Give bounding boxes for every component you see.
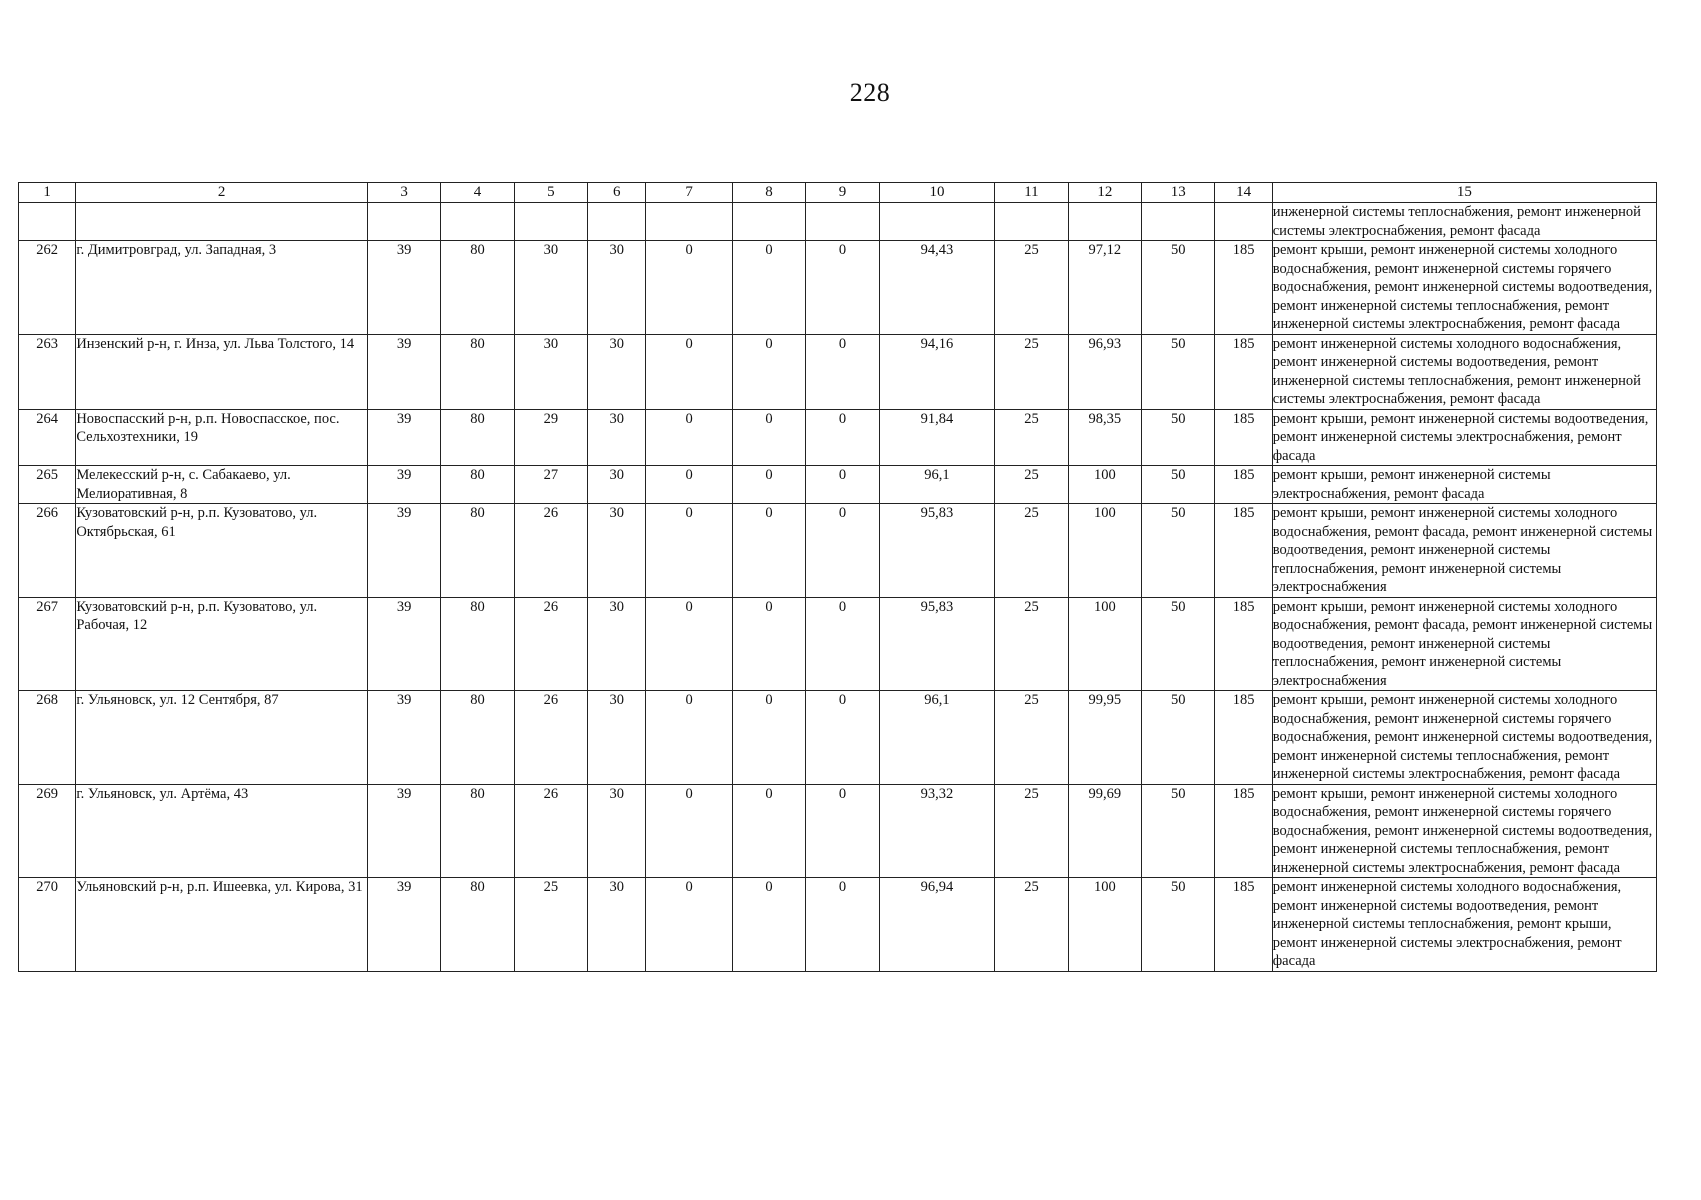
value-cell-col-14: 185 — [1215, 597, 1272, 691]
value-cell-col-4: 80 — [441, 409, 514, 466]
column-header-13: 13 — [1142, 183, 1215, 203]
table-row — [19, 241, 1657, 335]
value-cell-col-7: 0 — [646, 597, 732, 691]
value-cell-col-9: 0 — [806, 334, 879, 409]
value-cell-col-7 — [646, 203, 732, 241]
value-cell-col-9: 0 — [806, 784, 879, 878]
value-cell-col-3: 39 — [367, 878, 440, 972]
value-cell-col-7: 0 — [646, 504, 732, 598]
works-description-cell: ремонт крыши, ремонт инженерной системы холодного водоснабжения, ремонт инженерной системы горячего водоснабжения, ремонт инженерной системы водоотведения, ремонт инженерной системы теплоснабжения, ремонт инженерной системы электроснабжения, ремонт фасада — [1272, 241, 1656, 335]
value-cell-col-5: 26 — [514, 784, 587, 878]
value-cell-col-9: 0 — [806, 597, 879, 691]
value-cell-col-13: 50 — [1142, 241, 1215, 335]
value-cell-col-6: 30 — [588, 241, 646, 335]
address-cell — [76, 203, 368, 241]
value-cell-col-11: 25 — [995, 878, 1068, 972]
value-cell-col-14: 185 — [1215, 466, 1272, 504]
value-cell-col-6: 30 — [588, 597, 646, 691]
value-cell-col-13: 50 — [1142, 784, 1215, 878]
value-cell-col-10 — [879, 203, 995, 241]
value-cell-col-14 — [1215, 203, 1272, 241]
value-cell-col-10: 96,1 — [879, 691, 995, 785]
value-cell-col-6: 30 — [588, 504, 646, 598]
value-cell-col-12: 96,93 — [1068, 334, 1141, 409]
value-cell-col-4: 80 — [441, 241, 514, 335]
value-cell-col-7: 0 — [646, 241, 732, 335]
table-row — [19, 409, 1657, 466]
works-description-cell: ремонт инженерной системы холодного водоснабжения, ремонт инженерной системы водоотведения, ремонт инженерной системы теплоснабжения, ремонт инженерной системы электроснабжения, ремонт фасада — [1272, 334, 1656, 409]
value-cell-col-5: 26 — [514, 691, 587, 785]
value-cell-col-9: 0 — [806, 466, 879, 504]
value-cell-col-5: 30 — [514, 334, 587, 409]
column-header-9: 9 — [806, 183, 879, 203]
value-cell-col-13: 50 — [1142, 409, 1215, 466]
address-cell: Инзенский р-н, г. Инза, ул. Льва Толстого, 14 — [76, 334, 368, 409]
value-cell-col-3: 39 — [367, 466, 440, 504]
value-cell-col-6: 30 — [588, 409, 646, 466]
table-header — [19, 183, 1657, 203]
column-header-14: 14 — [1215, 183, 1272, 203]
column-header-1: 1 — [19, 183, 76, 203]
value-cell-col-9 — [806, 203, 879, 241]
works-description-cell: инженерной системы теплоснабжения, ремонт инженерной системы электроснабжения, ремонт фасада — [1272, 203, 1656, 241]
address-cell: г. Ульяновск, ул. 12 Сентября, 87 — [76, 691, 368, 785]
value-cell-col-13: 50 — [1142, 334, 1215, 409]
value-cell-col-11: 25 — [995, 691, 1068, 785]
column-header-15: 15 — [1272, 183, 1656, 203]
row-number-cell — [19, 203, 76, 241]
value-cell-col-8: 0 — [732, 878, 805, 972]
works-description-cell: ремонт крыши, ремонт инженерной системы холодного водоснабжения, ремонт инженерной системы горячего водоснабжения, ремонт инженерной системы водоотведения, ремонт инженерной системы теплоснабжения, ремонт инженерной системы электроснабжения, ремонт фасада — [1272, 784, 1656, 878]
works-description-cell: ремонт крыши, ремонт инженерной системы холодного водоснабжения, ремонт инженерной системы горячего водоснабжения, ремонт инженерной системы водоотведения, ремонт инженерной системы теплоснабжения, ремонт инженерной системы электроснабжения, ремонт фасада — [1272, 691, 1656, 785]
value-cell-col-9: 0 — [806, 409, 879, 466]
value-cell-col-12: 100 — [1068, 466, 1141, 504]
value-cell-col-10: 96,94 — [879, 878, 995, 972]
table-row — [19, 203, 1657, 241]
value-cell-col-6: 30 — [588, 691, 646, 785]
value-cell-col-6: 30 — [588, 466, 646, 504]
value-cell-col-11 — [995, 203, 1068, 241]
value-cell-col-3: 39 — [367, 241, 440, 335]
table-row — [19, 784, 1657, 878]
value-cell-col-10: 94,43 — [879, 241, 995, 335]
value-cell-col-14: 185 — [1215, 691, 1272, 785]
value-cell-col-12: 99,95 — [1068, 691, 1141, 785]
column-header-10: 10 — [879, 183, 995, 203]
works-description-cell: ремонт крыши, ремонт инженерной системы холодного водоснабжения, ремонт фасада, ремонт инженерной системы водоотведения, ремонт инженерной системы теплоснабжения, ремонт инженерной системы электроснабжения — [1272, 504, 1656, 598]
header-row — [19, 183, 1657, 203]
column-header-8: 8 — [732, 183, 805, 203]
value-cell-col-5: 29 — [514, 409, 587, 466]
value-cell-col-6: 30 — [588, 878, 646, 972]
works-description-cell: ремонт крыши, ремонт инженерной системы холодного водоснабжения, ремонт фасада, ремонт инженерной системы водоотведения, ремонт инженерной системы теплоснабжения, ремонт инженерной системы электроснабжения — [1272, 597, 1656, 691]
value-cell-col-14: 185 — [1215, 334, 1272, 409]
column-header-12: 12 — [1068, 183, 1141, 203]
value-cell-col-8: 0 — [732, 334, 805, 409]
value-cell-col-4: 80 — [441, 878, 514, 972]
column-header-7: 7 — [646, 183, 732, 203]
value-cell-col-13: 50 — [1142, 597, 1215, 691]
value-cell-col-8: 0 — [732, 241, 805, 335]
value-cell-col-12: 97,12 — [1068, 241, 1141, 335]
address-cell: г. Ульяновск, ул. Артёма, 43 — [76, 784, 368, 878]
value-cell-col-11: 25 — [995, 466, 1068, 504]
value-cell-col-8: 0 — [732, 691, 805, 785]
value-cell-col-8: 0 — [732, 784, 805, 878]
row-number-cell: 268 — [19, 691, 76, 785]
value-cell-col-5 — [514, 203, 587, 241]
data-table — [18, 182, 1657, 972]
value-cell-col-10: 96,1 — [879, 466, 995, 504]
address-cell: Ульяновский р-н, р.п. Ишеевка, ул. Кирова, 31 — [76, 878, 368, 972]
value-cell-col-3: 39 — [367, 597, 440, 691]
value-cell-col-12: 99,69 — [1068, 784, 1141, 878]
value-cell-col-7: 0 — [646, 466, 732, 504]
value-cell-col-7: 0 — [646, 409, 732, 466]
value-cell-col-11: 25 — [995, 784, 1068, 878]
address-cell: г. Димитровград, ул. Западная, 3 — [76, 241, 368, 335]
value-cell-col-12: 100 — [1068, 504, 1141, 598]
table-row — [19, 597, 1657, 691]
row-number-cell: 263 — [19, 334, 76, 409]
value-cell-col-9: 0 — [806, 878, 879, 972]
address-cell: Новоспасский р-н, р.п. Новоспасское, пос. Сельхозтехники, 19 — [76, 409, 368, 466]
value-cell-col-7: 0 — [646, 878, 732, 972]
value-cell-col-4: 80 — [441, 784, 514, 878]
value-cell-col-13: 50 — [1142, 504, 1215, 598]
row-number-cell: 266 — [19, 504, 76, 598]
table-row — [19, 878, 1657, 972]
value-cell-col-3 — [367, 203, 440, 241]
value-cell-col-8: 0 — [732, 409, 805, 466]
column-header-5: 5 — [514, 183, 587, 203]
value-cell-col-10: 93,32 — [879, 784, 995, 878]
value-cell-col-13 — [1142, 203, 1215, 241]
value-cell-col-14: 185 — [1215, 504, 1272, 598]
value-cell-col-11: 25 — [995, 597, 1068, 691]
value-cell-col-5: 27 — [514, 466, 587, 504]
value-cell-col-8: 0 — [732, 504, 805, 598]
value-cell-col-7: 0 — [646, 334, 732, 409]
works-description-cell: ремонт крыши, ремонт инженерной системы водоотведения, ремонт инженерной системы электроснабжения, ремонт фасада — [1272, 409, 1656, 466]
value-cell-col-4: 80 — [441, 691, 514, 785]
value-cell-col-14: 185 — [1215, 784, 1272, 878]
value-cell-col-11: 25 — [995, 241, 1068, 335]
value-cell-col-12 — [1068, 203, 1141, 241]
value-cell-col-14: 185 — [1215, 878, 1272, 972]
row-number-cell: 269 — [19, 784, 76, 878]
value-cell-col-8: 0 — [732, 597, 805, 691]
row-number-cell: 262 — [19, 241, 76, 335]
value-cell-col-7: 0 — [646, 691, 732, 785]
value-cell-col-6: 30 — [588, 784, 646, 878]
table-row — [19, 504, 1657, 598]
value-cell-col-9: 0 — [806, 504, 879, 598]
value-cell-col-4: 80 — [441, 597, 514, 691]
address-cell: Кузоватовский р-н, р.п. Кузоватово, ул. Рабочая, 12 — [76, 597, 368, 691]
row-number-cell: 265 — [19, 466, 76, 504]
value-cell-col-13: 50 — [1142, 878, 1215, 972]
value-cell-col-6: 30 — [588, 334, 646, 409]
value-cell-col-5: 30 — [514, 241, 587, 335]
value-cell-col-9: 0 — [806, 241, 879, 335]
value-cell-col-12: 98,35 — [1068, 409, 1141, 466]
table-row — [19, 334, 1657, 409]
column-header-6: 6 — [588, 183, 646, 203]
value-cell-col-11: 25 — [995, 334, 1068, 409]
value-cell-col-4: 80 — [441, 466, 514, 504]
value-cell-col-12: 100 — [1068, 878, 1141, 972]
value-cell-col-12: 100 — [1068, 597, 1141, 691]
column-header-11: 11 — [995, 183, 1068, 203]
value-cell-col-10: 95,83 — [879, 597, 995, 691]
value-cell-col-11: 25 — [995, 504, 1068, 598]
works-description-cell: ремонт инженерной системы холодного водоснабжения, ремонт инженерной системы водоотведения, ремонт инженерной системы теплоснабжения, ремонт крыши, ремонт инженерной системы электроснабжения, ремонт фасада — [1272, 878, 1656, 972]
value-cell-col-3: 39 — [367, 334, 440, 409]
value-cell-col-13: 50 — [1142, 691, 1215, 785]
value-cell-col-10: 94,16 — [879, 334, 995, 409]
value-cell-col-8 — [732, 203, 805, 241]
value-cell-col-4 — [441, 203, 514, 241]
row-number-cell: 267 — [19, 597, 76, 691]
value-cell-col-10: 91,84 — [879, 409, 995, 466]
table-row — [19, 691, 1657, 785]
value-cell-col-8: 0 — [732, 466, 805, 504]
value-cell-col-14: 185 — [1215, 241, 1272, 335]
value-cell-col-4: 80 — [441, 504, 514, 598]
column-header-3: 3 — [367, 183, 440, 203]
value-cell-col-4: 80 — [441, 334, 514, 409]
value-cell-col-5: 26 — [514, 504, 587, 598]
column-header-4: 4 — [441, 183, 514, 203]
value-cell-col-5: 25 — [514, 878, 587, 972]
page-number: 228 — [849, 78, 891, 107]
address-cell: Кузоватовский р-н, р.п. Кузоватово, ул. Октябрьская, 61 — [76, 504, 368, 598]
value-cell-col-5: 26 — [514, 597, 587, 691]
value-cell-col-11: 25 — [995, 409, 1068, 466]
address-cell: Мелекесский р-н, с. Сабакаево, ул. Мелиоративная, 8 — [76, 466, 368, 504]
value-cell-col-3: 39 — [367, 784, 440, 878]
value-cell-col-10: 95,83 — [879, 504, 995, 598]
row-number-cell: 270 — [19, 878, 76, 972]
value-cell-col-13: 50 — [1142, 466, 1215, 504]
works-description-cell: ремонт крыши, ремонт инженерной системы электроснабжения, ремонт фасада — [1272, 466, 1656, 504]
value-cell-col-9: 0 — [806, 691, 879, 785]
table-body — [19, 203, 1657, 972]
value-cell-col-3: 39 — [367, 409, 440, 466]
value-cell-col-3: 39 — [367, 691, 440, 785]
value-cell-col-7: 0 — [646, 784, 732, 878]
column-header-2: 2 — [76, 183, 368, 203]
value-cell-col-6 — [588, 203, 646, 241]
value-cell-col-14: 185 — [1215, 409, 1272, 466]
value-cell-col-3: 39 — [367, 504, 440, 598]
table-row — [19, 466, 1657, 504]
row-number-cell: 264 — [19, 409, 76, 466]
